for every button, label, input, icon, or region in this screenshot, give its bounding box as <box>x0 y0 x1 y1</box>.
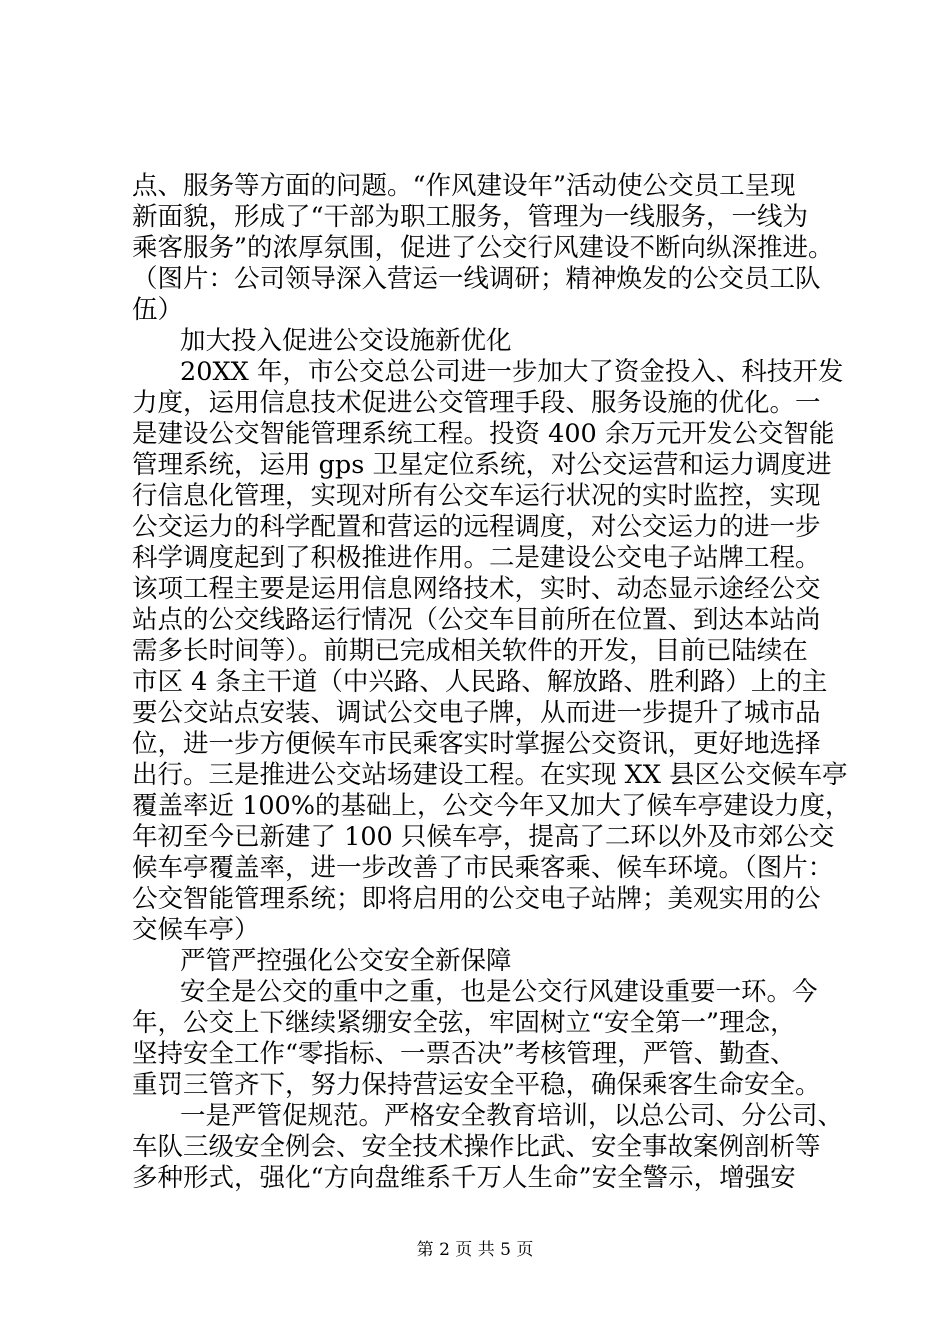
text-line: 管理系统，运用 gps 卫星定位系统，对公交运营和运力调度进 <box>132 450 832 480</box>
text-line: 站点的公交线路运行情况（公交车目前所在位置、到达本站尚 <box>132 605 821 635</box>
text-line: 多种形式，强化“方向盘维系千万人生命”安全警示，增强安 <box>132 1163 796 1193</box>
text-line: 该项工程主要是运用信息网络技术，实时、动态显示途经公交 <box>132 574 821 604</box>
text-line: 科学调度起到了积极推进作用。二是建设公交电子站牌工程。 <box>132 543 821 573</box>
text-line: 年初至今已新建了 100 只候车亭，提高了二环以外及市郊公交 <box>132 822 835 852</box>
text-line: 覆盖率近 100%的基础上，公交今年又加大了候车亭建设力度， <box>132 791 851 821</box>
text-line: 年，公交上下继续紧绷安全弦，牢固树立“安全第一”理念， <box>132 1008 796 1038</box>
text-line: 点、服务等方面的问题。“作风建设年”活动使公交员工呈现 <box>132 171 796 201</box>
text-line: 公交运力的科学配置和营运的远程调度，对公交运力的进一步 <box>132 512 821 542</box>
text-line: 出行。三是推进公交站场建设工程。在实现 XX 县区公交候车亭 <box>132 760 848 790</box>
text-line: 乘客服务”的浓厚氛围，促进了公交行风建设不断向纵深推进。 <box>132 233 834 263</box>
text-line: 要公交站点安装、调试公交电子牌，从而进一步提升了城市品 <box>132 698 821 728</box>
text-line: 重罚三管齐下，努力保持营运安全平稳，确保乘客生命安全。 <box>132 1070 821 1100</box>
text-line: 候车亭覆盖率，进一步改善了市民乘客乘、候车环境。（图片： <box>132 853 834 883</box>
text-line: 是建设公交智能管理系统工程。投资 400 余万元开发公交智能 <box>132 419 835 449</box>
text-line: 行信息化管理，实现对所有公交车运行状况的实时监控，实现 <box>132 481 821 511</box>
text-line: （图片：公司领导深入营运一线调研；精神焕发的公交员工队 <box>132 264 821 294</box>
text-line: 力度，运用信息技术促进公交管理手段、服务设施的优化。一 <box>132 388 821 418</box>
text-line: 车队三级安全例会、安全技术操作比武、安全事故案例剖析等 <box>132 1132 821 1162</box>
text-line: 公交智能管理系统；即将启用的公交电子站牌；美观实用的公 <box>132 884 821 914</box>
text-line: 需多长时间等）。前期已完成相关软件的开发，目前已陆续在 <box>132 636 808 666</box>
section-heading: 加大投入促进公交设施新优化 <box>180 326 512 356</box>
text-line: 新面貌，形成了“干部为职工服务，管理为一线服务，一线为 <box>132 202 809 232</box>
text-line: 一是严管促规范。严格安全教育培训，以总公司、分公司、 <box>180 1101 844 1131</box>
text-line: 坚持安全工作“零指标、一票否决”考核管理，严管、勤查、 <box>132 1039 796 1069</box>
text-line: 市区 4 条主干道（中兴路、人民路、解放路、胜利路）上的主 <box>132 667 828 697</box>
text-line: 位，进一步方便候车市民乘客实时掌握公交资讯，更好地选择 <box>132 729 821 759</box>
text-line: 20XX 年，市公交总公司进一步加大了资金投入、科技开发 <box>180 357 844 387</box>
text-line: 交候车亭） <box>132 915 260 945</box>
section-heading: 严管严控强化公交安全新保障 <box>180 946 512 976</box>
page-number: 第 2 页 共 5 页 <box>416 1240 534 1260</box>
text-line: 安全是公交的重中之重，也是公交行风建设重要一环。今 <box>180 977 818 1007</box>
text-line: 伍） <box>132 295 184 325</box>
